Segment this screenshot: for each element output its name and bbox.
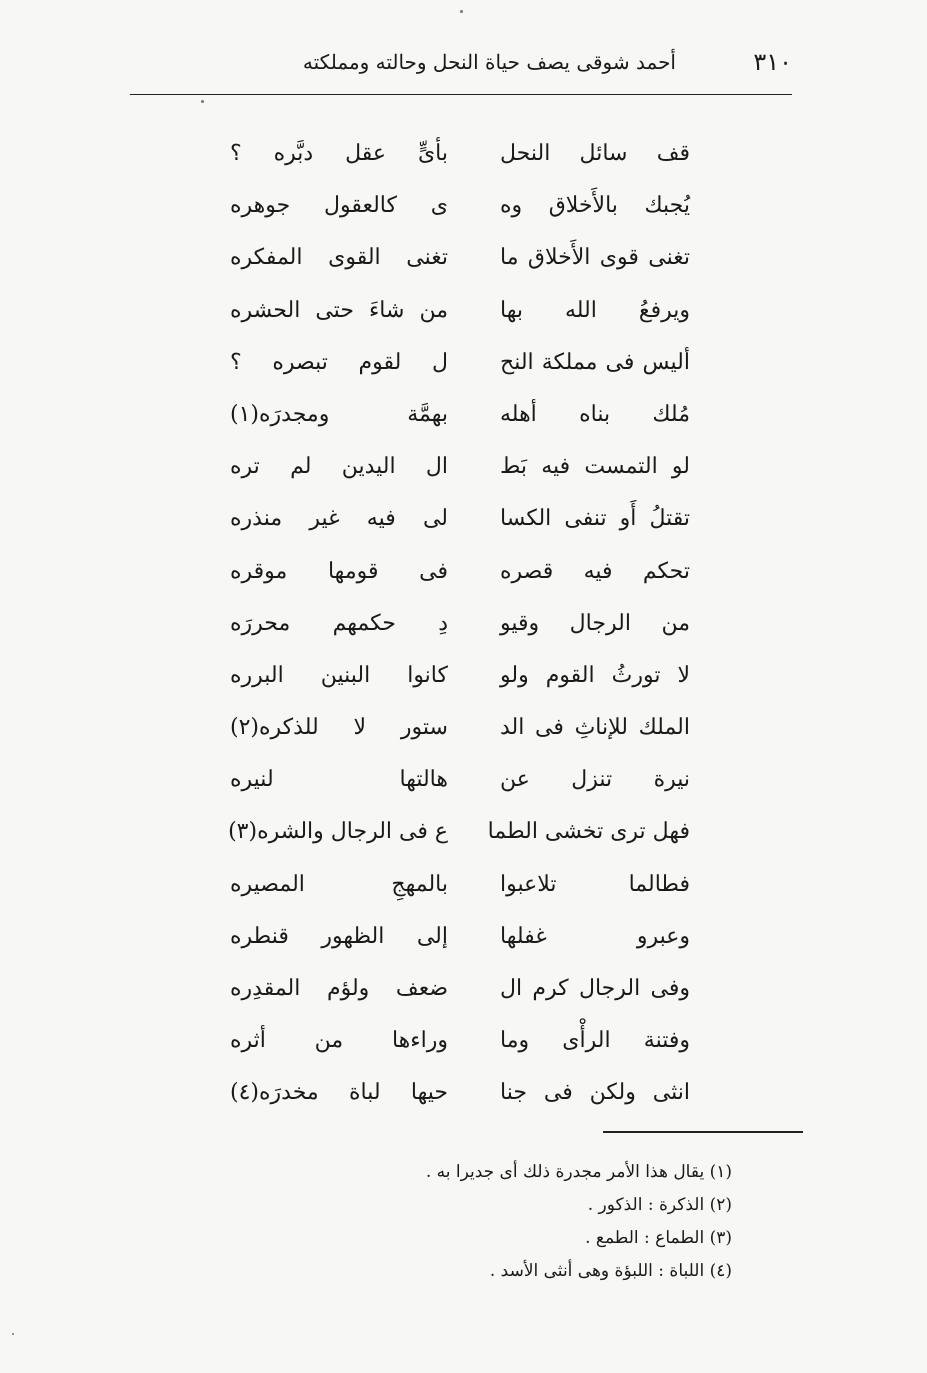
verse-second-hemistich: كانوا البنين البرره: [230, 662, 448, 688]
verse-line: [210, 128, 690, 180]
verse-second-hemistich: دِ حكمهم محررَه: [230, 610, 448, 636]
verse-first-hemistich: نيرة تنزل عن: [500, 767, 690, 793]
footnote: (٣) الطماع : الطمع .: [585, 1228, 732, 1248]
verse-second-hemistich: هالتها لنيره: [230, 767, 448, 793]
verse-second-hemistich: فى قومها موقره: [230, 558, 448, 584]
verse-line: [210, 285, 690, 337]
verse-first-hemistich: تحكم فيه قصره: [500, 558, 690, 584]
verse-first-hemistich: قف سائل النحل: [500, 141, 690, 166]
verse-first-hemistich: تقتلُ أَو تنفى الكسا: [500, 506, 690, 532]
verse-line: [210, 546, 690, 598]
verse-line: [210, 859, 690, 911]
footnote: (٤) اللباة : اللبؤة وهى أنثى الأسد .: [489, 1261, 732, 1281]
verse-line: [210, 232, 690, 284]
verse-first-hemistich: وفتنة الرأْى وما: [500, 1028, 690, 1054]
verse-line: [210, 493, 690, 545]
verse-first-hemistich: أليس فى مملكة النح: [500, 349, 690, 375]
running-title: أحمد شوقى يصف حياة النحل وحالته ومملكته: [302, 50, 676, 74]
verse-first-hemistich: لا تورثُ القوم ولو: [500, 662, 690, 688]
verse-first-hemistich: انثى ولكن فى جنا: [500, 1080, 690, 1106]
verse-line: [210, 702, 690, 754]
verse-second-hemistich: ستور لا للذكره(٢): [230, 715, 448, 741]
verse-line: [210, 337, 690, 389]
verse-line: [210, 441, 690, 493]
verse-line: [210, 806, 690, 858]
verse-line: [210, 1067, 690, 1119]
verse-line: [210, 180, 690, 232]
page-header: [130, 44, 792, 84]
verse-second-hemistich: ضعف ولؤم المقدِره: [230, 976, 448, 1001]
verse-line: [210, 911, 690, 963]
verse-first-hemistich: فهل ترى تخشى الطما: [487, 819, 690, 845]
verse-second-hemistich: بهمَّة ومجدرَه(١): [230, 401, 448, 427]
verse-second-hemistich: بالمهجِ المصيره: [230, 871, 448, 897]
verse-first-hemistich: وعبرو غفلها: [500, 923, 690, 949]
footnotes: [172, 1156, 732, 1288]
verse-second-hemistich: تغنى القوى المفكره: [230, 245, 448, 271]
verse-second-hemistich: حيها لباة مخدرَه(٤): [230, 1080, 448, 1106]
header-rule: [130, 94, 792, 95]
verse-first-hemistich: تغنى قوى الأَخلاق ما: [500, 245, 690, 271]
verse-first-hemistich: وفى الرجال كرم ال: [500, 976, 690, 1001]
verse-second-hemistich: ل لقوم تبصره ؟: [230, 349, 448, 375]
verse-line: [210, 389, 690, 441]
verse-second-hemistich: لى فيه غير منذره: [230, 506, 448, 532]
verse-first-hemistich: من الرجال وقيو: [500, 610, 690, 636]
scan-speck: [201, 100, 204, 103]
verse-line: [210, 598, 690, 650]
verse-second-hemistich: وراءها من أثره: [230, 1028, 448, 1054]
verse-second-hemistich: ال اليدين لم تره: [230, 454, 448, 480]
verse-line: [210, 650, 690, 702]
verse-second-hemistich: من شاءَ حتى الحشره: [230, 297, 448, 323]
verse-line: [210, 754, 690, 806]
scan-speck: [12, 1333, 14, 1335]
footnote: (١) يقال هذا الأمر مجدرة ذلك أى جديرا به .: [425, 1162, 732, 1182]
verse-second-hemistich: ى كالعقول جوهره: [230, 193, 448, 219]
footnote: (٢) الذكرة : الذكور .: [587, 1195, 732, 1215]
verse-line: [210, 963, 690, 1015]
verse-second-hemistich: ع فى الرجال والشره(٣): [228, 819, 448, 845]
footnote-rule: [603, 1131, 803, 1133]
verse-first-hemistich: لو التمست فيه بَط: [500, 454, 690, 480]
page-number: ٣١٠: [753, 48, 792, 76]
verse-line: [210, 1015, 690, 1067]
poem: [210, 128, 690, 1120]
verse-second-hemistich: إلى الظهور قنطره: [230, 923, 448, 949]
scan-speck: [460, 10, 463, 13]
verse-first-hemistich: يُجبك بالأَخلاق وه: [500, 193, 690, 219]
verse-first-hemistich: ويرفعُ الله بها: [500, 297, 690, 323]
verse-second-hemistich: بأىٍّ عقل دبَّره ؟: [230, 141, 448, 166]
verse-first-hemistich: الملك للإناثِ فى الد: [500, 715, 690, 741]
verse-first-hemistich: مُلك بناه أهله: [500, 401, 690, 427]
verse-first-hemistich: فطالما تلاعبوا: [500, 871, 690, 897]
